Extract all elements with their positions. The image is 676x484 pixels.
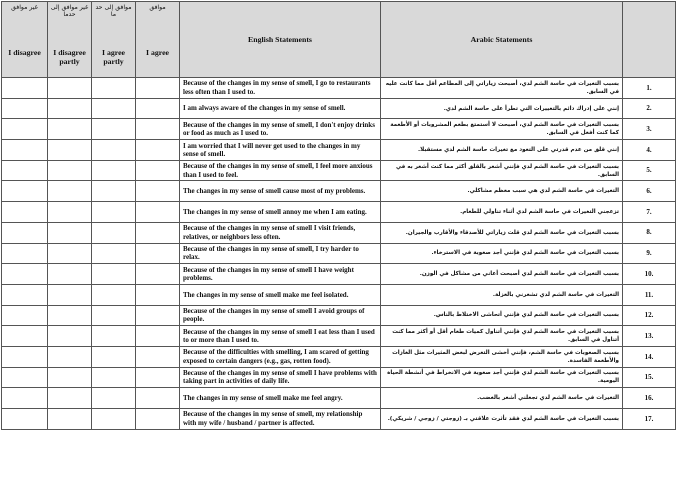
answer-cell-disagree[interactable] — [2, 140, 48, 161]
statement-row — [2, 409, 676, 430]
english-statement: Because of the changes in my sense of smell, I don't enjoy drinks or food as much as I used to. — [180, 119, 381, 140]
response-header-agree — [136, 2, 180, 78]
response-header-en: I agree partly — [101, 48, 126, 66]
answer-cell-disagree-partly[interactable] — [48, 367, 92, 388]
english-statement: Because of the changes in my sense of smell, I try harder to relax. — [180, 243, 381, 264]
header-row — [2, 2, 676, 78]
answer-cell-disagree-partly[interactable] — [48, 264, 92, 285]
answer-cell-agree[interactable] — [136, 119, 180, 140]
answer-cell-agree[interactable] — [136, 346, 180, 367]
answer-cell-disagree[interactable] — [2, 181, 48, 202]
statement-number: 3. — [623, 119, 676, 140]
statement-row — [2, 78, 676, 99]
answer-cell-agree-partly[interactable] — [92, 409, 136, 430]
answer-cell-disagree[interactable] — [2, 222, 48, 243]
english-statement: The changes in my sense of smell make me feel isolated. — [180, 284, 381, 305]
arabic-statement: بسبب التغيرات في حاسة الشم لدي فإنني أجد صعوبة في الانخراط في أنشطة الحياة اليومية. — [381, 367, 623, 388]
answer-cell-disagree[interactable] — [2, 160, 48, 181]
answer-cell-disagree-partly[interactable] — [48, 409, 92, 430]
statement-number: 14. — [623, 346, 676, 367]
answer-cell-agree-partly[interactable] — [92, 181, 136, 202]
answer-cell-disagree[interactable] — [2, 409, 48, 430]
answer-cell-agree-partly[interactable] — [92, 202, 136, 223]
arabic-statements-header: Arabic Statements — [381, 2, 623, 78]
answer-cell-disagree[interactable] — [2, 388, 48, 409]
english-statements-header: English Statements — [180, 2, 381, 78]
arabic-statement: بسبب التغيرات في حاسة الشم لدي فقد تأثرت علاقتي بـ (زوجتي / زوجي / شريكي). — [381, 409, 623, 430]
smell-questionnaire-table — [1, 1, 676, 430]
answer-cell-agree[interactable] — [136, 160, 180, 181]
number-column-header — [623, 2, 676, 78]
statement-number: 1. — [623, 78, 676, 99]
arabic-statement: بسبب التغيرات في حاسة الشم لدي فإنني أجد صعوبة في الاسترخاء. — [381, 243, 623, 264]
answer-cell-disagree[interactable] — [2, 346, 48, 367]
statement-row — [2, 202, 676, 223]
arabic-statement: بسبب التغيرات في حاسة الشم لدي فإنني أتحاشى الاختلاط بالناس. — [381, 305, 623, 326]
statement-number: 8. — [623, 222, 676, 243]
answer-cell-agree-partly[interactable] — [92, 326, 136, 347]
statement-number: 15. — [623, 367, 676, 388]
answer-cell-agree-partly[interactable] — [92, 119, 136, 140]
answer-cell-disagree-partly[interactable] — [48, 284, 92, 305]
statement-row — [2, 346, 676, 367]
statement-row — [2, 326, 676, 347]
answer-cell-agree[interactable] — [136, 181, 180, 202]
answer-cell-agree-partly[interactable] — [92, 284, 136, 305]
answer-cell-agree[interactable] — [136, 367, 180, 388]
arabic-statement: بسبب الصعوبات في حاسة الشم، فإنني أخشى التعرض لبعض المثيرات مثل الغازات والأطعمة الفاسدة. — [381, 346, 623, 367]
response-header-en: I disagree partly — [53, 48, 86, 66]
answer-cell-disagree[interactable] — [2, 98, 48, 119]
answer-cell-agree[interactable] — [136, 326, 180, 347]
arabic-statement: إنني قلق من عدم قدرتي على التعود مع تغيرات حاسة الشم لدي مستقبلا. — [381, 140, 623, 161]
answer-cell-agree-partly[interactable] — [92, 388, 136, 409]
response-header-disagree — [2, 2, 48, 78]
statement-number: 4. — [623, 140, 676, 161]
answer-cell-disagree[interactable] — [2, 264, 48, 285]
answer-cell-disagree-partly[interactable] — [48, 140, 92, 161]
english-statement: Because of the changes in my sense of smell, I feel more anxious than I used to feel. — [180, 160, 381, 181]
arabic-statement: بسبب التغيرات في حاسة الشم لدي أصبحت أعاني من مشاكل في الوزن. — [381, 264, 623, 285]
arabic-statement: بسبب التغيرات في حاسة الشم لدي، أصبحت زياراتي إلى المطاعم أقل مما كانت عليه في السابق. — [381, 78, 623, 99]
statement-number: 16. — [623, 388, 676, 409]
arabic-statement: التغيرات في حاسة الشم لدي تجعلني أشعر بالغضب. — [381, 388, 623, 409]
answer-cell-disagree[interactable] — [2, 284, 48, 305]
arabic-statement: بسبب التغيرات في حاسة الشم لدي فإنني أتناول كميات طعام أقل أو أكثر مما كنت أتناول في السابق. — [381, 326, 623, 347]
arabic-statement: التغيرات في حاسة الشم لدي هي سبب معظم مشاكلي. — [381, 181, 623, 202]
answer-cell-disagree[interactable] — [2, 243, 48, 264]
response-header-en: I disagree — [8, 48, 41, 57]
response-header-ar: موافق — [149, 4, 166, 11]
answer-cell-agree[interactable] — [136, 305, 180, 326]
answer-cell-agree-partly[interactable] — [92, 346, 136, 367]
answer-cell-disagree[interactable] — [2, 202, 48, 223]
answer-cell-agree[interactable] — [136, 243, 180, 264]
statement-row — [2, 243, 676, 264]
statement-number: 11. — [623, 284, 676, 305]
answer-cell-agree[interactable] — [136, 140, 180, 161]
answer-cell-disagree-partly[interactable] — [48, 346, 92, 367]
english-statement: Because of the changes in my sense of smell I eat less than I used to or more than I used to. — [180, 326, 381, 347]
english-statement: Because of the changes in my sense of smell I have problems with taking part in activities of daily life. — [180, 367, 381, 388]
answer-cell-disagree[interactable] — [2, 78, 48, 99]
response-header-ar: غير موافق إلى حدما — [50, 4, 89, 18]
answer-cell-agree-partly[interactable] — [92, 222, 136, 243]
answer-cell-disagree-partly[interactable] — [48, 222, 92, 243]
english-statement: Because of the changes in my sense of smell I avoid groups of people. — [180, 305, 381, 326]
english-statement: I am always aware of the changes in my sense of smell. — [180, 98, 381, 119]
statement-number: 2. — [623, 98, 676, 119]
answer-cell-disagree[interactable] — [2, 305, 48, 326]
arabic-statement: بسبب التغيرات في حاسة الشم لدي فإنني أشعر بالقلق أكثر مما كنت أشعر به في السابق. — [381, 160, 623, 181]
statement-number: 13. — [623, 326, 676, 347]
answer-cell-disagree-partly[interactable] — [48, 243, 92, 264]
english-statement: The changes in my sense of smell cause most of my problems. — [180, 181, 381, 202]
answer-cell-disagree-partly[interactable] — [48, 388, 92, 409]
english-statement: Because of the changes in my sense of smell, my relationship with my wife / husband / partner is affected. — [180, 409, 381, 430]
statement-number: 7. — [623, 202, 676, 223]
answer-cell-disagree-partly[interactable] — [48, 202, 92, 223]
answer-cell-agree[interactable] — [136, 78, 180, 99]
arabic-statement: تزعجني التغيرات في حاسة الشم لدي أثناء تناولي للطعام. — [381, 202, 623, 223]
answer-cell-disagree-partly[interactable] — [48, 326, 92, 347]
response-header-ar: غير موافق — [11, 4, 38, 11]
english-statement: The changes in my sense of smell make me feel angry. — [180, 388, 381, 409]
answer-cell-agree[interactable] — [136, 202, 180, 223]
statement-number: 5. — [623, 160, 676, 181]
response-header-disagree-partly — [48, 2, 92, 78]
english-statement: I am worried that I will never get used to the changes in my sense of smell. — [180, 140, 381, 161]
answer-cell-disagree[interactable] — [2, 119, 48, 140]
answer-cell-disagree-partly[interactable] — [48, 119, 92, 140]
statement-row — [2, 305, 676, 326]
english-statement: Because of the changes in my sense of smell I have weight problems. — [180, 264, 381, 285]
statement-row — [2, 367, 676, 388]
answer-cell-agree[interactable] — [136, 409, 180, 430]
arabic-statement: التغيرات في حاسة الشم لدي تشعرني بالعزلة. — [381, 284, 623, 305]
answer-cell-disagree-partly[interactable] — [48, 181, 92, 202]
statement-row — [2, 140, 676, 161]
response-header-ar: موافق إلى حد ما — [95, 4, 132, 18]
statement-row — [2, 284, 676, 305]
response-header-en: I agree — [145, 48, 170, 57]
arabic-statement: إنني على إدراك دائم بالتغييرات التي تطرأ على حاسة الشم لدي. — [381, 98, 623, 119]
statement-row — [2, 222, 676, 243]
response-header-agree-partly — [92, 2, 136, 78]
answer-cell-agree-partly[interactable] — [92, 243, 136, 264]
statement-number: 9. — [623, 243, 676, 264]
answer-cell-disagree-partly[interactable] — [48, 98, 92, 119]
answer-cell-agree-partly[interactable] — [92, 367, 136, 388]
statement-row — [2, 160, 676, 181]
statement-number: 6. — [623, 181, 676, 202]
answer-cell-agree-partly[interactable] — [92, 264, 136, 285]
english-statement: The changes in my sense of smell annoy me when I am eating. — [180, 202, 381, 223]
english-statement: Because of the difficulties with smelling, I am scared of getting exposed to certain dangers (e.g., gas, rotten food). — [180, 346, 381, 367]
english-statement: Because of the changes in my sense of smell, I go to restaurants less often than I used to. — [180, 78, 381, 99]
statement-number: 17. — [623, 409, 676, 430]
arabic-statement: بسبب التغيرات في حاسة الشم لدي، أصبحت لا أستمتع بطعم المشروبات أو الأطعمة كما كنت أفعل في السابق. — [381, 119, 623, 140]
statement-row — [2, 264, 676, 285]
answer-cell-agree[interactable] — [136, 98, 180, 119]
statement-number: 10. — [623, 264, 676, 285]
answer-cell-agree[interactable] — [136, 388, 180, 409]
answer-cell-agree[interactable] — [136, 264, 180, 285]
statement-row — [2, 98, 676, 119]
answer-cell-agree-partly[interactable] — [92, 78, 136, 99]
answer-cell-agree-partly[interactable] — [92, 98, 136, 119]
answer-cell-agree-partly[interactable] — [92, 305, 136, 326]
statement-row — [2, 388, 676, 409]
answer-cell-disagree-partly[interactable] — [48, 305, 92, 326]
arabic-statement: بسبب التغيرات في حاسة الشم لدي قلت زياراتي للأصدقاء والأقارب والجيران. — [381, 222, 623, 243]
answer-cell-agree-partly[interactable] — [92, 140, 136, 161]
answer-cell-disagree[interactable] — [2, 326, 48, 347]
answer-cell-disagree[interactable] — [2, 367, 48, 388]
answer-cell-agree[interactable] — [136, 284, 180, 305]
statement-number: 12. — [623, 305, 676, 326]
answer-cell-disagree-partly[interactable] — [48, 160, 92, 181]
statement-row — [2, 119, 676, 140]
answer-cell-agree[interactable] — [136, 222, 180, 243]
english-statement: Because of the changes in my sense of smell I visit friends, relatives, or neighbors less often. — [180, 222, 381, 243]
statement-row — [2, 181, 676, 202]
answer-cell-disagree-partly[interactable] — [48, 78, 92, 99]
answer-cell-agree-partly[interactable] — [92, 160, 136, 181]
